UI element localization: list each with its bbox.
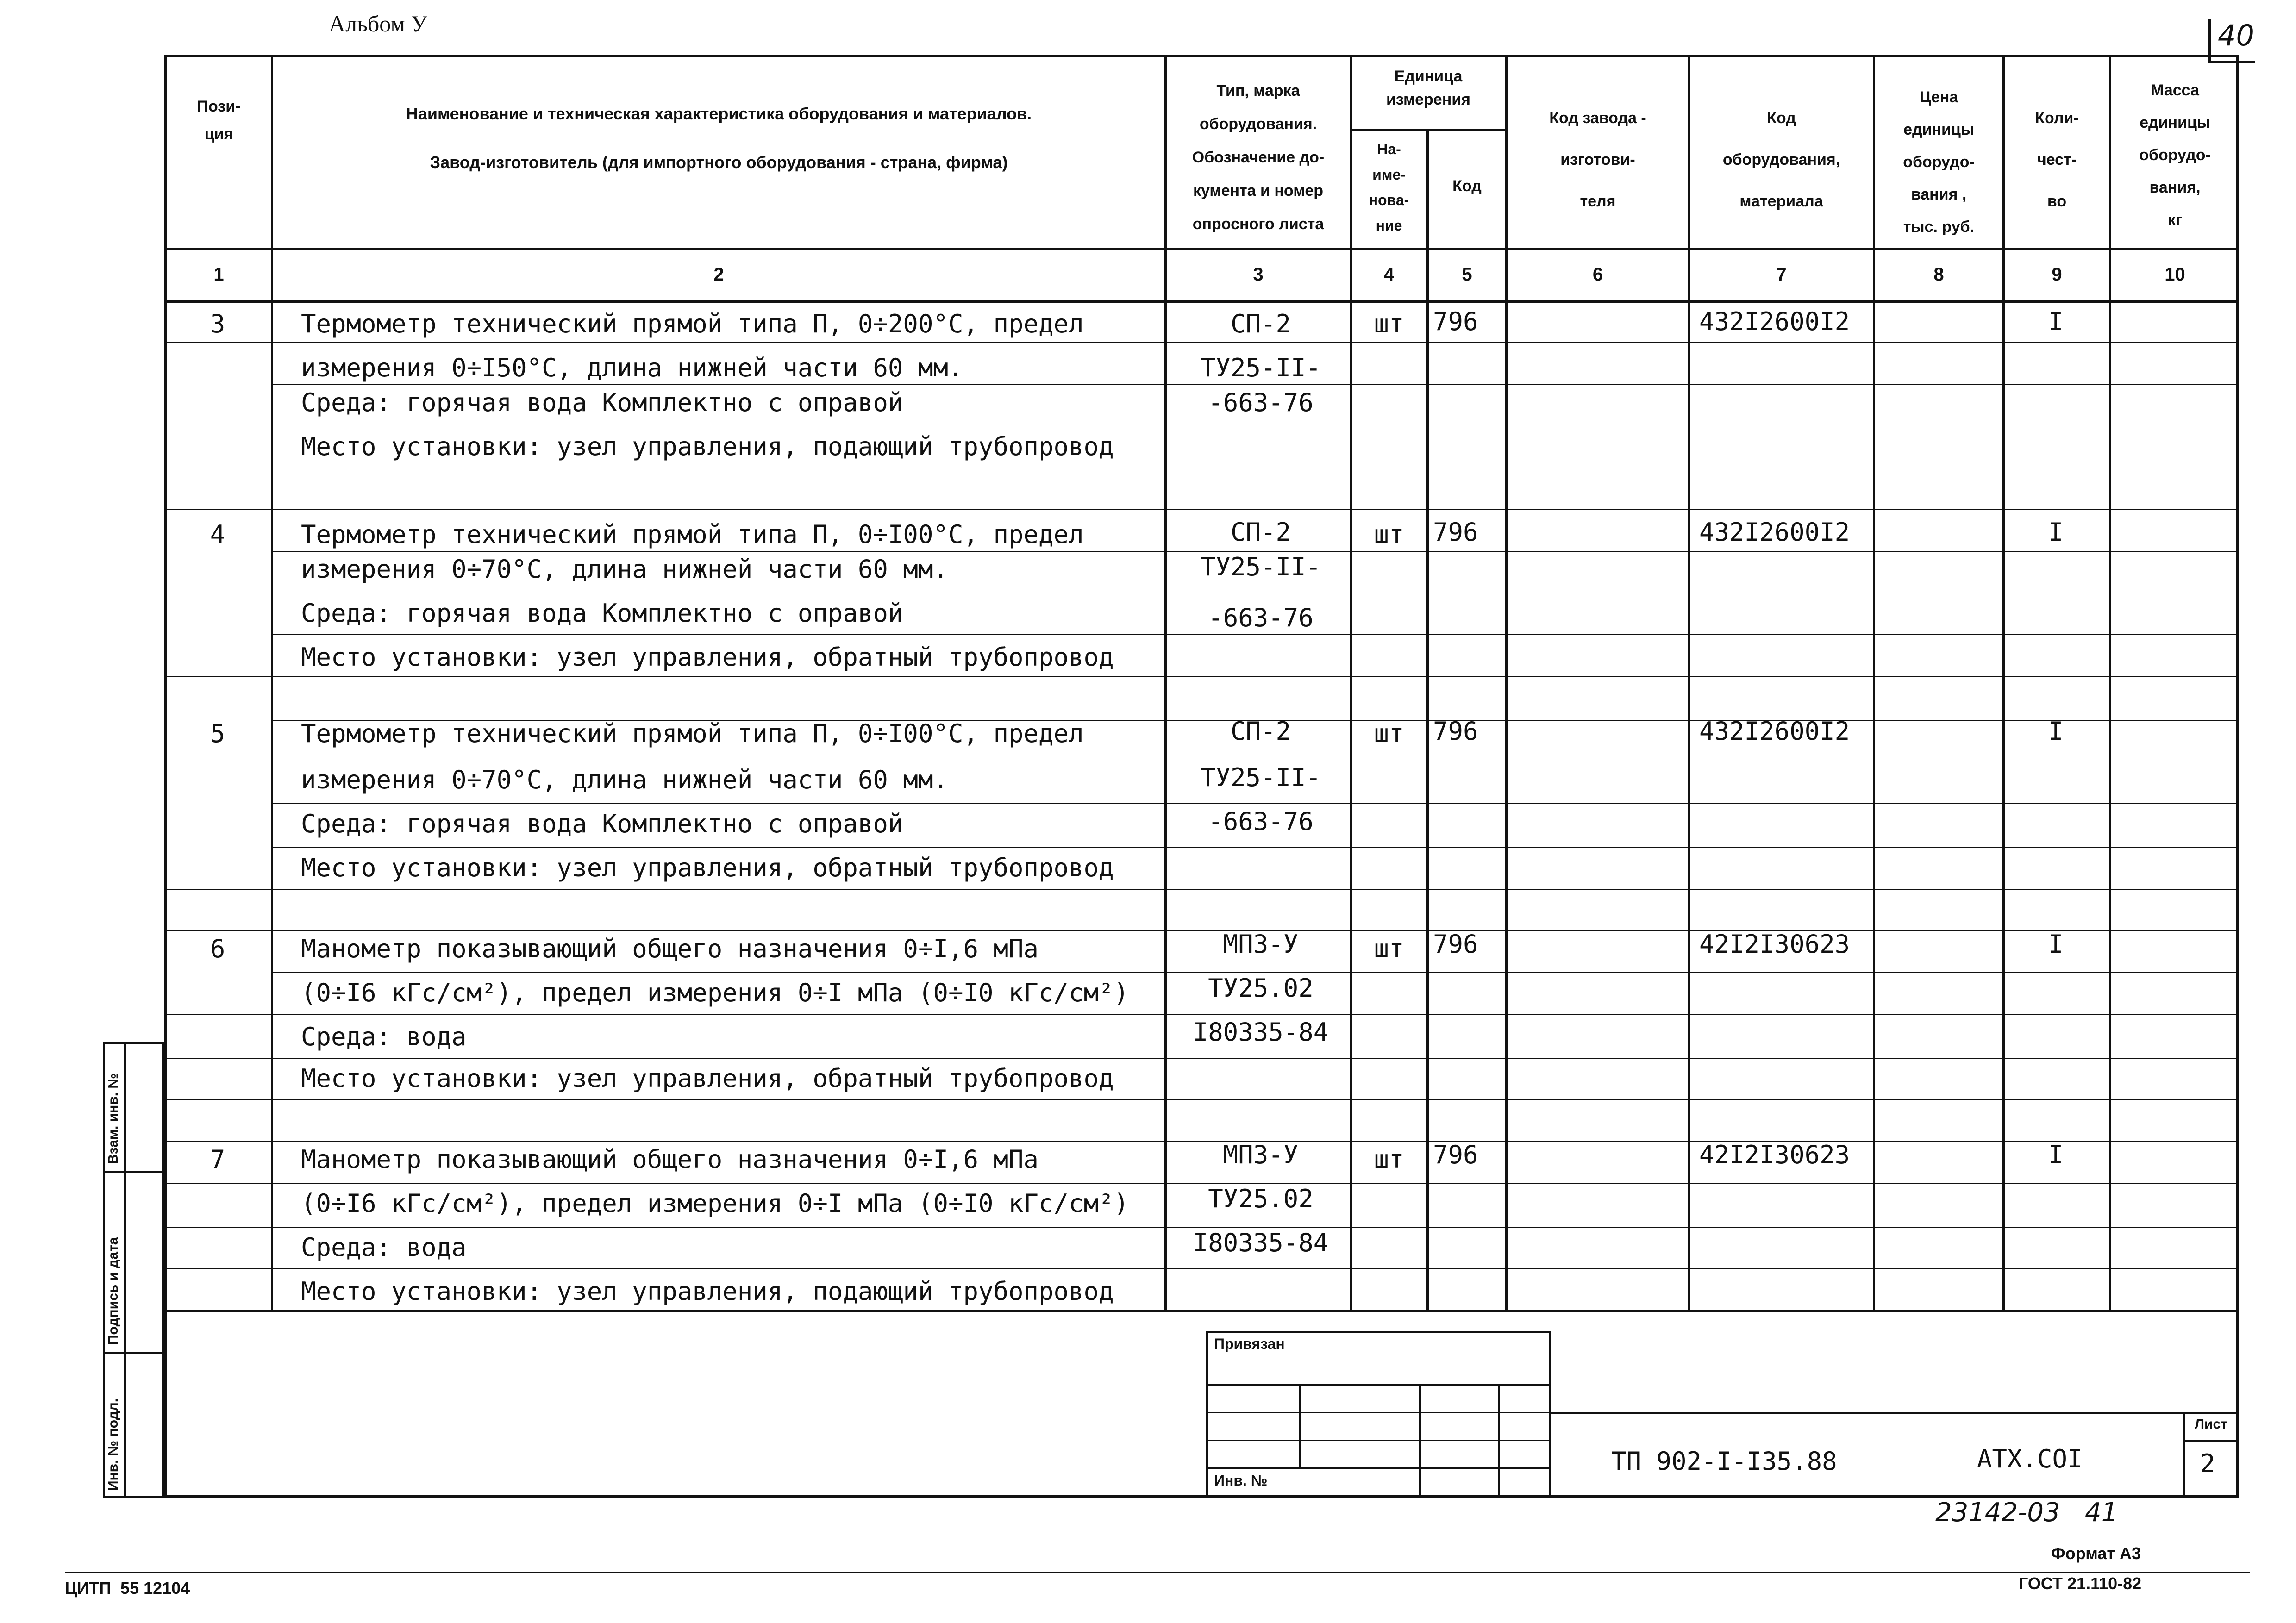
item-description-line: измерения 0÷70°С, длина нижней части 60 мм. [301, 555, 948, 584]
item-type-line: ТУ25-II- [1200, 552, 1321, 581]
item-equipment-code: 432I2600I2 [1699, 717, 1850, 746]
header-equipment-code: Код оборудования, материала [1722, 109, 1840, 210]
header-unit-group: Единица измерения [1386, 68, 1470, 108]
item-description-line: Место установки: узел управления, обратный трубопровод [301, 1064, 1114, 1093]
col-number: 9 [2052, 264, 2062, 285]
item-quantity: I [2048, 1140, 2064, 1169]
header-mass: Масса единицы оборудо- вания, кг [2139, 81, 2211, 229]
item-position: 7 [210, 1145, 225, 1174]
item-type-line: I80335-84 [1193, 1017, 1329, 1047]
col-number: 6 [1592, 264, 1603, 285]
item-type-line: ТУ25-II- [1200, 763, 1321, 792]
document-mark: АТХ.COI [1977, 1444, 2083, 1473]
binding-label: Привязан [1214, 1336, 1285, 1352]
item-type-line: МПЗ-У [1223, 930, 1299, 959]
col-number: 4 [1383, 264, 1395, 285]
item-description-line: Термометр технический прямой типа П, 0÷I00°С, предел [301, 520, 1084, 549]
item-unit-code: 796 [1433, 307, 1478, 336]
item-type-line: ТУ25.02 [1208, 1184, 1314, 1213]
item-type-line: I80335-84 [1193, 1228, 1329, 1257]
col-number: 3 [1253, 264, 1264, 285]
col-number: 8 [1933, 264, 1944, 285]
header-unit-code: Код [1452, 177, 1482, 195]
item-description-line: Место установки: узел управления, подающий трубопровод [301, 1277, 1114, 1306]
item-position: 6 [210, 934, 225, 963]
item-description-line: (0÷I6 кГс/см²), предел измерения 0÷I мПа (0÷I0 кГс/см²) [301, 1189, 1129, 1218]
item-description-line: (0÷I6 кГс/см²), предел измерения 0÷I мПа (0÷I0 кГс/см²) [301, 978, 1129, 1007]
item-description-line: измерения 0÷I50°С, длина нижней части 60 мм. [301, 353, 963, 382]
item-type-line: -663-76 [1208, 807, 1314, 836]
item-unit-code: 796 [1433, 518, 1478, 547]
item-position: 5 [210, 719, 225, 748]
format-label: Формат А3 [2051, 1544, 2141, 1563]
item-description-line: Манометр показывающий общего назначения 0÷I,6 мПа [301, 934, 1039, 963]
item-description-line: Среда: вода [301, 1022, 467, 1051]
album-label: Альбом У [329, 11, 427, 37]
header-factory-code: Код завода - изготови- теля [1549, 109, 1646, 210]
item-description-line: Среда: вода [301, 1233, 467, 1262]
item-description-line: Термометр технический прямой типа П, 0÷I00°С, предел [301, 719, 1084, 748]
item-description-line: Манометр показывающий общего назначения 0÷I,6 мПа [301, 1145, 1039, 1174]
item-unit: шт [1374, 309, 1404, 338]
item-description-line: Место установки: узел управления, подающий трубопровод [301, 432, 1114, 461]
side-stamp-signature-date: Подпись и дата [106, 1237, 121, 1345]
header-name-line2: Завод-изготовитель (для импортного оборудования - страна, фирма) [430, 153, 1008, 172]
side-stamp-original-inventory: Инв. № подл. [106, 1398, 121, 1491]
gost-label: ГОСТ 21.110-82 [2019, 1574, 2142, 1593]
item-type-line: СП-2 [1230, 518, 1291, 547]
header-quantity: Коли- чест- во [2035, 109, 2079, 210]
sheet-label: Лист [2195, 1417, 2227, 1432]
item-equipment-code: 432I2600I2 [1699, 518, 1850, 547]
item-equipment-code: 42I2I30623 [1699, 930, 1850, 959]
item-quantity: I [2048, 518, 2064, 547]
sheet-number: 2 [2200, 1449, 2215, 1478]
item-description-line: Место установки: узел управления, обратный трубопровод [301, 853, 1114, 882]
organization-code: ЦИТП 55 12104 [65, 1579, 190, 1598]
handwritten-number: 23142-03 41 [1935, 1498, 2118, 1528]
side-stamp-replacement-inventory: Взам. инв. № [106, 1073, 121, 1164]
item-unit: шт [1374, 520, 1404, 549]
item-type-line: СП-2 [1230, 309, 1291, 338]
item-description-line: Место установки: узел управления, обратный трубопровод [301, 643, 1114, 672]
item-equipment-code: 432I2600I2 [1699, 307, 1850, 336]
col-number: 10 [2165, 264, 2185, 285]
item-type-line: -663-76 [1208, 603, 1314, 632]
item-description-line: Среда: горячая вода Комплектно с оправой [301, 388, 903, 417]
col-number: 7 [1776, 264, 1787, 285]
page-number: 40 [2218, 19, 2254, 52]
item-description-line: Среда: горячая вода Комплектно с оправой [301, 599, 903, 628]
item-type-line: -663-76 [1208, 388, 1314, 417]
item-unit-code: 796 [1433, 717, 1478, 746]
item-position: 3 [210, 309, 225, 338]
item-type-line: СП-2 [1230, 717, 1291, 746]
item-unit-code: 796 [1433, 930, 1478, 959]
header-price: Цена единицы оборудо- вания , тыс. руб. [1903, 88, 1975, 236]
header-unit-name: На- име- нова- ние [1369, 141, 1409, 234]
inventory-number-label: Инв. № [1214, 1472, 1268, 1489]
item-type-line: ТУ25.02 [1208, 974, 1314, 1003]
col-number: 5 [1462, 264, 1472, 285]
item-type-line: ТУ25-II- [1200, 353, 1321, 382]
header-name-line1: Наименование и техническая характеристика оборудования и материалов. [406, 104, 1032, 123]
header-type: Тип, марка оборудования. Обозначение до- кумента и номер опросного листа [1192, 82, 1325, 233]
item-unit: шт [1374, 719, 1404, 748]
item-unit: шт [1374, 1145, 1404, 1174]
item-quantity: I [2048, 930, 2064, 959]
item-position: 4 [210, 520, 225, 549]
header-position: Пози- ция [197, 98, 241, 143]
item-equipment-code: 42I2I30623 [1699, 1140, 1850, 1169]
item-unit: шт [1374, 934, 1404, 963]
item-quantity: I [2048, 717, 2064, 746]
item-type-line: МПЗ-У [1223, 1140, 1299, 1169]
item-quantity: I [2048, 307, 2064, 336]
col-number: 2 [713, 264, 724, 285]
item-description-line: измерения 0÷70°С, длина нижней части 60 мм. [301, 765, 948, 794]
col-number: 1 [213, 264, 224, 285]
document-code: ТП 902-I-I35.88 [1611, 1447, 1837, 1476]
item-description-line: Среда: горячая вода Комплектно с оправой [301, 809, 903, 838]
item-description-line: Термометр технический прямой типа П, 0÷200°С, предел [301, 309, 1084, 338]
item-unit-code: 796 [1433, 1140, 1478, 1169]
